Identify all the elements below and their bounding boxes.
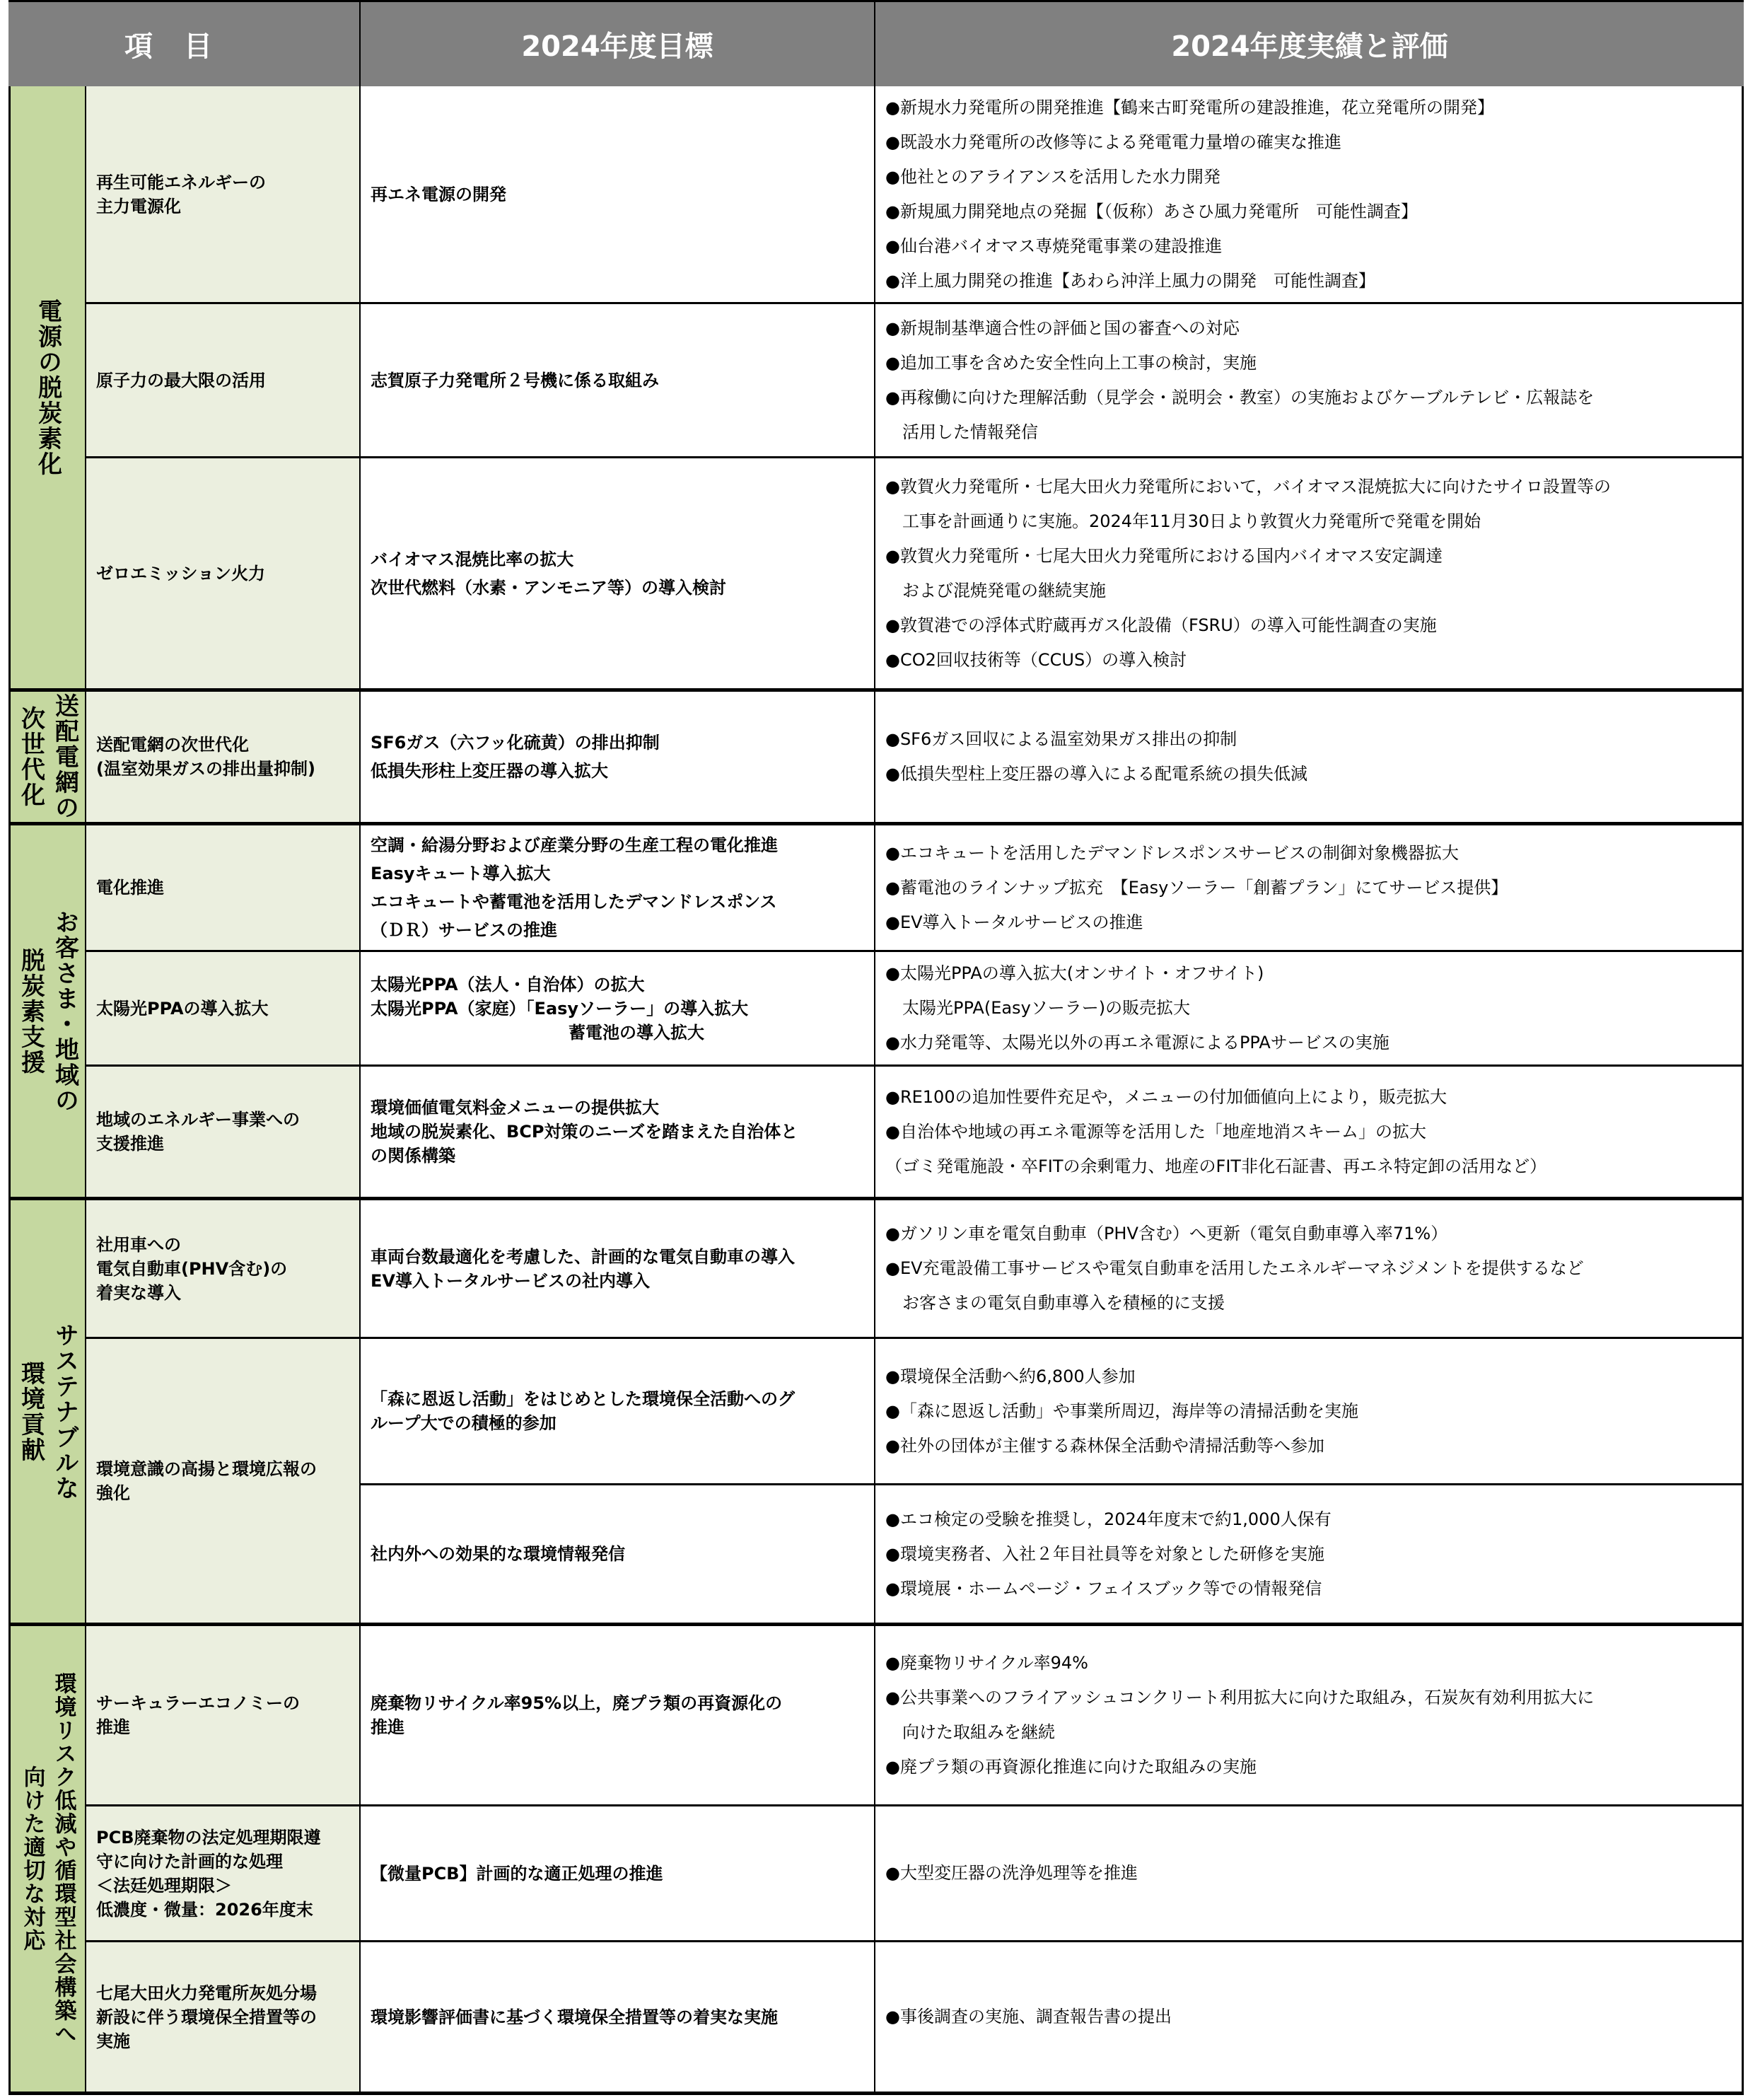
result-bullet: 活用した情報発信 [885, 422, 1038, 442]
item-cell [86, 1067, 361, 1197]
item-cell [86, 86, 361, 302]
target-line: SF6ガス（六フッ化硫黄）の排出抑制 [371, 733, 660, 753]
sub-row [361, 1483, 1744, 1623]
table-row [86, 1200, 1744, 1337]
result-cell [875, 692, 1744, 822]
result-bullet: 太陽光PPA(Easyソーラー)の販売拡大 [885, 998, 1191, 1018]
result-bullet: ●洋上風力開発の推進【あわら沖洋上風力の開発 可能性調査】 [885, 270, 1375, 291]
result-cell [875, 1626, 1744, 1804]
target-cell [361, 952, 875, 1064]
result-bullet: ●EV充電設備工事サービスや電気自動車を活用したエネルギーマネジメントを提供するなど [885, 1258, 1584, 1278]
table-row [86, 1337, 1744, 1623]
item-line: 電化推進 [96, 878, 164, 898]
result-bullet: ●既設水力発電所の改修等による発電電力量増の確実な推進 [885, 132, 1341, 152]
result-bullet: ●SF6ガス回収による温室効果ガス排出の抑制 [885, 729, 1237, 749]
target-cell [361, 1200, 875, 1337]
result-cell [875, 304, 1744, 456]
target-line: 地域の脱炭素化、BCP対策のニーズを踏まえた自治体と [371, 1122, 798, 1142]
item-line: ＜法廷処理期限＞ [96, 1875, 232, 1896]
result-bullet: ●環境実務者、入社２年目社員等を対象とした研修を実施 [885, 1543, 1324, 1564]
item-cell [86, 825, 361, 950]
result-bullet: ●再稼働に向けた理解活動（見学会・説明会・教室）の実施およびケーブルテレビ・広報誌を [885, 387, 1595, 407]
item-cell [86, 1626, 361, 1804]
result-bullet: ●他社とのアライアンスを活用した水力開発 [885, 166, 1220, 187]
category-cell [8, 1626, 86, 2092]
header-result: 2024年度実績と評価 [1171, 30, 1448, 63]
category-label: サステナブルな [50, 1322, 79, 1501]
target-line: エコキュートや蓄電池を活用したデマンドレスポンス [371, 892, 777, 912]
result-bullet: ●環境保全活動へ約6,800人参加 [885, 1366, 1136, 1386]
item-line: 実施 [96, 2031, 130, 2051]
target-line: （ＤＲ）サービスの推進 [371, 920, 557, 940]
result-cell [875, 1067, 1744, 1197]
item-line: 主力電源化 [96, 196, 181, 216]
category-label: 脱炭素支援 [16, 947, 45, 1075]
result-cell [875, 1942, 1744, 2092]
target-cell [361, 1339, 875, 1483]
result-bullet: ●敦賀火力発電所・七尾大田火力発電所において，バイオマス混焼拡大に向けたサイロ設置等の [885, 476, 1612, 497]
target-cell [361, 1485, 875, 1623]
table-row [86, 1626, 1744, 1804]
result-bullet: ●新規制基準適合性の評価と国の審査への対応 [885, 318, 1240, 338]
item-cell [86, 692, 361, 822]
item-line: 新設に伴う環境保全措置等の [96, 2007, 317, 2027]
table-row [86, 456, 1744, 688]
result-bullet: 向けた取組みを継続 [885, 1722, 1055, 1742]
category-cell [8, 86, 86, 688]
target-cell [361, 458, 875, 688]
result-cell [875, 1339, 1744, 1483]
table-header [8, 0, 1744, 86]
sub-row [361, 1339, 1744, 1483]
target-line: 次世代燃料（水素・アンモニア等）の導入検討 [371, 577, 727, 598]
result-bullet: ●敦賀火力発電所・七尾大田火力発電所における国内バイオマス安定調達 [885, 545, 1443, 566]
target-line: 車両台数最適化を考慮した、計画的な電気自動車の導入 [371, 1246, 795, 1267]
table-row [86, 950, 1744, 1064]
item-line: 原子力の最大限の活用 [96, 370, 266, 390]
item-line: 守に向けた計画的な処理 [96, 1851, 283, 1872]
target-line: 太陽光PPA（法人・自治体）の拡大 [371, 974, 645, 994]
category-cell [8, 1200, 86, 1623]
target-line: 太陽光PPA（家庭）「Easyソーラー」の導入拡大 [371, 998, 749, 1019]
section-sustainable-environment [8, 1200, 1744, 1626]
target-line: バイオマス混焼比率の拡大 [371, 549, 574, 569]
table-row [86, 825, 1744, 950]
result-bullet: お客さまの電気自動車導入を積極的に支援 [885, 1293, 1225, 1313]
item-line: 送配電網の次世代化 [96, 735, 249, 755]
item-cell [86, 952, 361, 1064]
result-bullet: ●新規風力開発地点の発掘【（仮称）あさひ風力発電所 可能性調査】 [885, 201, 1418, 221]
target-cell [361, 1067, 875, 1197]
result-cell [875, 1200, 1744, 1337]
target-line: 再エネ電源の開発 [371, 184, 506, 204]
item-cell [86, 304, 361, 456]
target-cell [361, 86, 875, 302]
item-line: 支援推進 [96, 1134, 164, 1154]
target-cell [361, 1626, 875, 1804]
result-bullet: ●敦賀港での浮体式貯蔵再ガス化設備（FSRU）の導入可能性調査の実施 [885, 615, 1437, 635]
section-customer-decarbonization [8, 825, 1744, 1200]
item-cell [86, 458, 361, 688]
item-line: 地域のエネルギー事業への [96, 1110, 300, 1130]
header-target: 2024年度目標 [361, 2, 875, 86]
section-environmental-risk [8, 1626, 1744, 2095]
result-bullet: ●蓄電池のラインナップ拡充 【Easyソーラー「創蓄プラン」にてサービス提供】 [885, 877, 1508, 898]
item-line: 強化 [96, 1483, 130, 1503]
item-cell [86, 1806, 361, 1940]
result-bullet: ●エコ検定の受験を推奨し，2024年度末で約1,000人保有 [885, 1509, 1332, 1529]
category-label: 環境貢献 [16, 1360, 45, 1463]
target-line: 志賀原子力発電所２号機に係る取組み [371, 370, 659, 390]
header-item: 項目 [8, 2, 361, 86]
result-cell [875, 825, 1744, 950]
item-line: 低濃度・微量：2026年度末 [96, 1899, 313, 1920]
item-line: サーキュラーエコノミーの [96, 1693, 300, 1713]
target-line: 廃棄物リサイクル率95%以上，廃プラ類の再資源化の [371, 1693, 783, 1713]
table-row [86, 692, 1744, 822]
target-line: 蓄電池の導入拡大 [569, 1022, 704, 1043]
category-label: 送配電網の [50, 693, 79, 820]
result-cell [875, 458, 1744, 688]
result-bullet: ●「森に恩返し活動」や事業所周辺，海岸等の清掃活動を実施 [885, 1400, 1358, 1421]
category-label: 向けた適切な対応 [19, 1765, 45, 1952]
item-line: PCB廃棄物の法定処理期限遵 [96, 1827, 321, 1847]
table-row [86, 302, 1744, 456]
result-bullet: ●事後調査の実施、調査報告書の提出 [885, 2007, 1172, 2026]
category-label: 次世代化 [16, 706, 45, 808]
target-line: 環境影響評価書に基づく環境保全措置等の着実な実施 [371, 2007, 778, 2027]
target-cell [361, 692, 875, 822]
result-bullet: ●CO2回収技術等（CCUS）の導入検討 [885, 649, 1187, 670]
result-bullet: ●追加工事を含めた安全性向上工事の検討，実施 [885, 352, 1257, 373]
table-row [86, 1804, 1744, 1940]
result-bullet: ●仙台港バイオマス専焼発電事業の建設推進 [885, 236, 1223, 256]
table-row [86, 86, 1744, 302]
target-cell [361, 825, 875, 950]
target-line: 社内外への効果的な環境情報発信 [371, 1544, 625, 1564]
result-bullet: ●ガソリン車を電気自動車（PHV含む）へ更新（電気自動車導入率71%） [885, 1224, 1448, 1243]
target-line: Easyキュート導入拡大 [371, 864, 551, 883]
result-bullet: 工事を計画通りに実施。2024年11月30日より敦賀火力発電所で発電を開始 [885, 511, 1481, 531]
result-bullet: ●水力発電等、太陽光以外の再エネ電源によるPPAサービスの実施 [885, 1033, 1389, 1052]
item-line: ゼロエミッション火力 [96, 563, 266, 584]
target-line: EV導入トータルサービスの社内導入 [371, 1270, 650, 1291]
target-line: 「森に恩返し活動」をはじめとした環境保全活動へのグ [371, 1389, 795, 1409]
target-line: 空調・給湯分野および産業分野の生産工程の電化推進 [371, 835, 778, 855]
section-power-decarbonization [8, 86, 1744, 692]
item-line: 七尾大田火力発電所灰処分場 [96, 1983, 317, 2003]
result-bullet: ●環境展・ホームページ・フェイスブック等での情報発信 [885, 1578, 1322, 1599]
item-line: 太陽光PPAの導入拡大 [96, 998, 269, 1019]
item-line: 電気自動車(PHV含む)の [96, 1258, 288, 1279]
category-cell [8, 825, 86, 1197]
result-bullet: ●EV導入トータルサービスの推進 [885, 912, 1143, 932]
target-line: 低損失形柱上変圧器の導入拡大 [371, 761, 608, 781]
result-bullet: ●新規水力発電所の開発推進【鶴来古町発電所の建設推進，花立発電所の開発】 [885, 97, 1494, 117]
item-cell [86, 1942, 361, 2092]
item-line: 着実な導入 [96, 1282, 181, 1303]
result-cell [875, 86, 1744, 302]
result-bullet: および混焼発電の継続実施 [885, 580, 1106, 601]
result-bullet: ●エコキュートを活用したデマンドレスポンスサービスの制御対象機器拡大 [885, 842, 1459, 863]
target-line: の関係構築 [371, 1146, 455, 1166]
item-line: 推進 [96, 1717, 130, 1737]
result-bullet: ●廃棄物リサイクル率94% [885, 1653, 1088, 1673]
table-row [86, 1064, 1744, 1197]
item-cell [86, 1200, 361, 1337]
target-cell [361, 304, 875, 456]
result-bullet: ●公共事業へのフライアッシュコンクリート利用拡大に向けた取組み，石炭灰有効利用拡大に [885, 1688, 1595, 1707]
category-label: お客さま・地域の [50, 909, 79, 1113]
item-line: 社用車への [96, 1234, 181, 1255]
target-line: 【微量PCB】計画的な適正処理の推進 [371, 1863, 663, 1884]
category-label: 電源の脱炭素化 [33, 298, 62, 477]
target-line: 推進 [371, 1717, 404, 1737]
category-cell [8, 692, 86, 822]
target-cell [361, 1942, 875, 2092]
item-cell [86, 1339, 361, 1623]
result-bullet: ●太陽光PPAの導入拡大(オンサイト・オフサイト) [885, 963, 1264, 983]
result-bullet: ●RE100の追加性要件充足や，メニューの付加価値向上により，販売拡大 [885, 1086, 1447, 1107]
table-row [86, 1940, 1744, 2092]
result-bullet: ●自治体や地域の再エネ電源等を活用した「地産地消スキーム」の拡大 [885, 1121, 1426, 1142]
target-line: ループ大での積極的参加 [371, 1413, 557, 1433]
result-bullet: ●大型変圧器の洗浄処理等を推進 [885, 1863, 1138, 1883]
item-line: 環境意識の高揚と環境広報の [96, 1458, 317, 1479]
result-cell [875, 1806, 1744, 1940]
target-line: 環境価値電気料金メニューの提供拡大 [371, 1098, 659, 1118]
result-cell [875, 952, 1744, 1064]
result-bullet: ●廃プラ類の再資源化推進に向けた取組みの実施 [885, 1757, 1257, 1777]
result-bullet: ●社外の団体が主催する森林保全活動や清掃活動等へ参加 [885, 1435, 1324, 1456]
result-bullet: ●低損失型柱上変圧器の導入による配電系統の損失低減 [885, 764, 1307, 784]
item-line: (温室効果ガスの排出量抑制) [96, 759, 315, 779]
target-cell [361, 1806, 875, 1940]
result-cell [875, 1485, 1744, 1623]
result-bullet: （ゴミ発電施設・卒FITの余剰電力、地産のFIT非化石証書、再エネ特定卸の活用など） [885, 1156, 1547, 1176]
section-grid-next-gen [8, 692, 1744, 825]
category-label: 環境リスク低減や循環型社会構築へ [50, 1672, 76, 2046]
item-line: 再生可能エネルギーの [96, 172, 266, 192]
